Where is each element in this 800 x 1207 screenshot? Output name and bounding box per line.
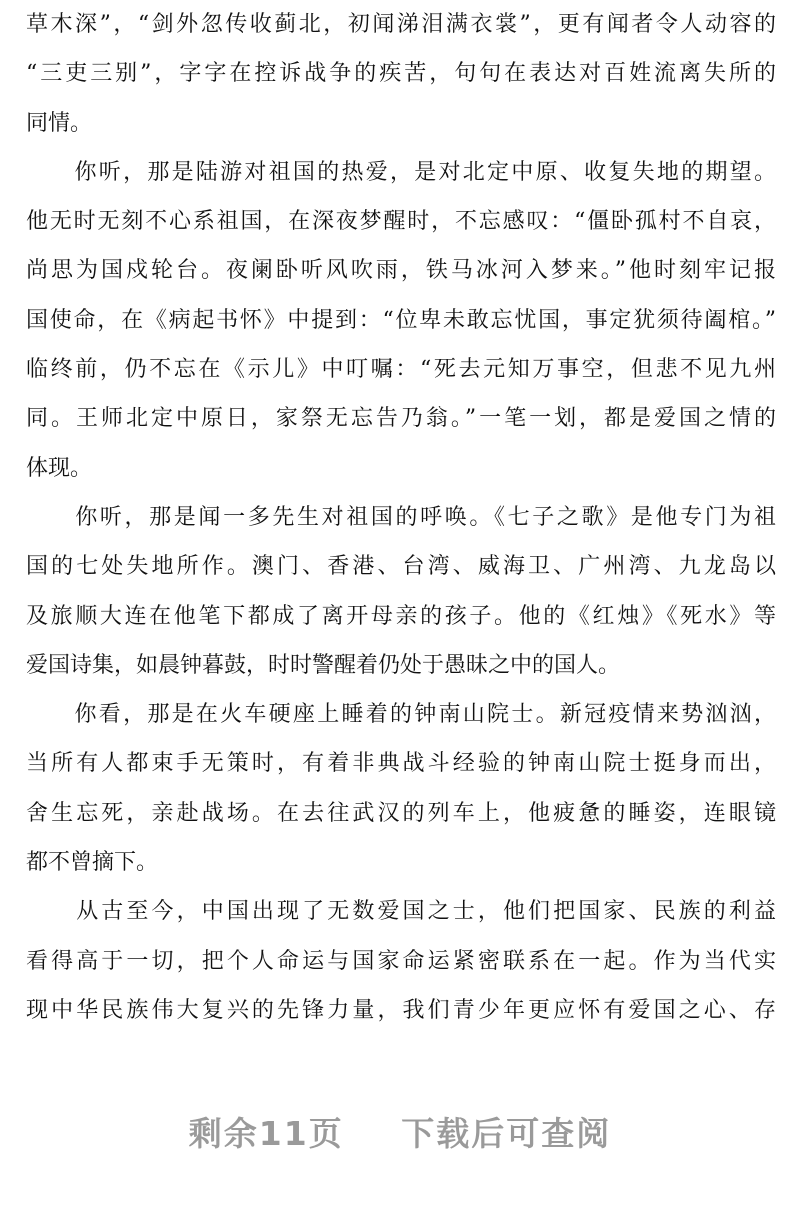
text-line: 临终前，仍不忘在《示儿》中叮嘱：“死去元知万事空，但悲不见九州 — [26, 357, 776, 383]
text-line: 同情。 — [26, 110, 93, 136]
download-prompt-label[interactable]: 下载后可查阅 — [401, 1114, 612, 1153]
text-line: 现中华民族伟大复兴的先锋力量，我们青少年更应怀有爱国之心、存 — [26, 997, 776, 1023]
text-line: 你听，那是陆游对祖国的热爱，是对北定中原、收复失地的期望。 — [26, 159, 776, 185]
text-line: 从古至今，中国出现了无数爱国之士，他们把国家、民族的利益 — [26, 899, 776, 925]
text-line: 国使命，在《病起书怀》中提到：“位卑未敢忘忧国，事定犹须待阖棺。” — [26, 307, 776, 333]
text-line: 当所有人都束手无策时，有着非典战斗经验的钟南山院士挺身而出， — [26, 751, 776, 777]
text-line: 体现。 — [26, 455, 93, 481]
text-line: 尚思为国戍轮台。夜阑卧听风吹雨，铁马冰河入梦来。”他时刻牢记报 — [26, 258, 776, 284]
remaining-pages-label: 剩余11页 — [188, 1114, 344, 1153]
preview-limit-banner[interactable] — [0, 1108, 800, 1155]
text-line: 草木深”，“剑外忽传收蓟北，初闻涕泪满衣裳”，更有闻者令人动容的 — [26, 12, 776, 37]
text-line: 你看，那是在火车硬座上睡着的钟南山院士。新冠疫情来势汹汹， — [26, 702, 776, 728]
text-line: “三吏三别”，字字在控诉战争的疾苦，句句在表达对百姓流离失所的 — [26, 61, 776, 87]
document-body — [26, 0, 776, 1035]
text-line: 看得高于一切，把个人命运与国家命运紧密联系在一起。作为当代实 — [26, 948, 776, 974]
text-line: 他无时无刻不心系祖国，在深夜梦醒时，不忘感叹：“僵卧孤村不自哀， — [26, 209, 776, 235]
text-line: 国的七处失地所作。澳门、香港、台湾、威海卫、广州湾、九龙岛以 — [26, 554, 776, 580]
text-line: 你听，那是闻一多先生对祖国的呼唤。《七子之歌》是他专门为祖 — [26, 504, 776, 530]
text-line: 及旅顺大连在他笔下都成了离开母亲的孩子。他的《红烛》《死水》等 — [26, 603, 776, 629]
text-line: 爱国诗集，如晨钟暮鼓，时时警醒着仍处于愚昧之中的国人。 — [26, 652, 621, 678]
text-line: 舍生忘死，亲赴战场。在去往武汉的列车上，他疲惫的睡姿，连眼镜 — [26, 800, 776, 826]
text-line: 同。王师北定中原日，家祭无忘告乃翁。”一笔一划，都是爱国之情的 — [26, 406, 776, 432]
text-line: 都不曾摘下。 — [26, 850, 159, 876]
